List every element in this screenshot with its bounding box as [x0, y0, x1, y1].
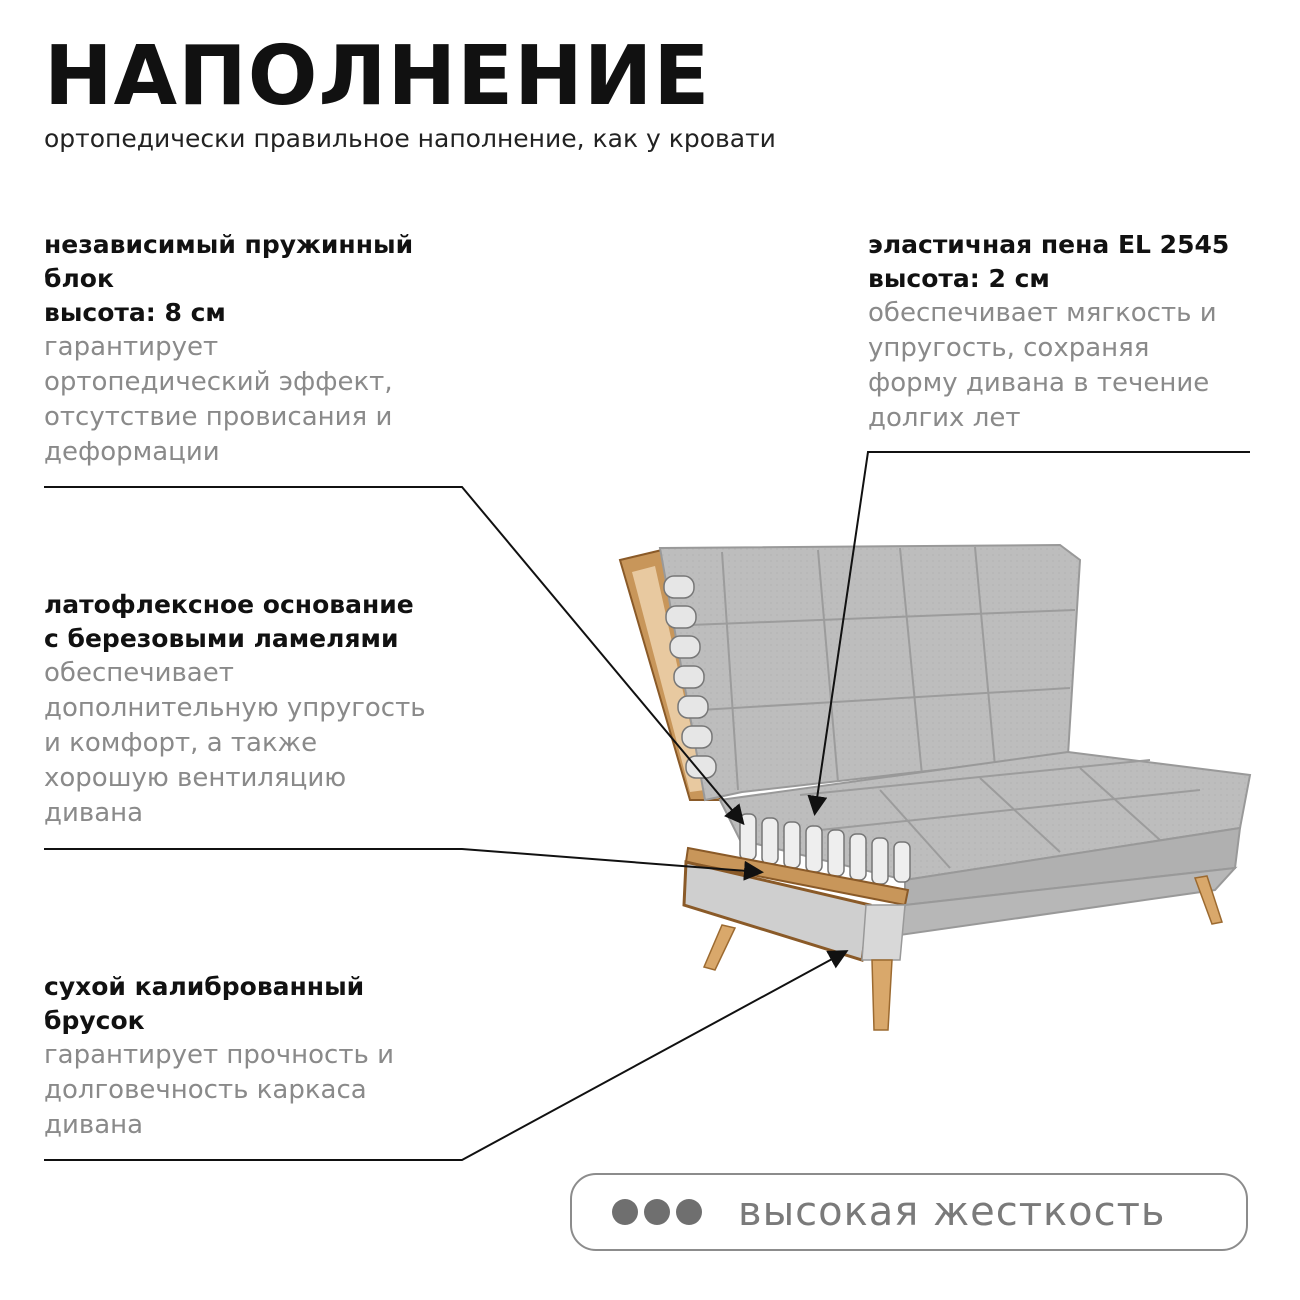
feature-desc-line: долгих лет	[868, 403, 1021, 433]
feature-head-line: брусок	[44, 1006, 145, 1035]
feature-desc-line: дивана	[44, 798, 144, 828]
feature-desc-line: ортопедический эффект,	[44, 367, 393, 397]
feature-desc-line: дивана	[44, 1110, 144, 1140]
feature-desc-line: обеспечивает	[44, 658, 234, 688]
feature-head-line: эластичная пена EL 2545	[868, 230, 1230, 259]
feature-head-line: с березовыми ламелями	[44, 624, 399, 653]
feature-desc-line: хорошую вентиляцию	[44, 763, 347, 793]
feature-head-line: независимый пружинный	[44, 230, 414, 259]
feature-head-line: высота: 2 см	[868, 264, 1050, 293]
stiffness-dots	[612, 1199, 702, 1225]
feature-desc-line: и комфорт, а также	[44, 728, 318, 758]
feature-desc-line: упругость, сохраняя	[868, 333, 1150, 363]
page-title: НАПОЛНЕНИЕ	[44, 29, 711, 124]
feature-desc-line: дополнительную упругость	[44, 693, 426, 723]
stiffness-dot	[612, 1199, 638, 1225]
feature-head-line: латофлексное основание	[44, 590, 414, 619]
stiffness-dot	[676, 1199, 702, 1225]
feature-desc-line: долговечность каркаса	[44, 1075, 367, 1105]
feature-head-line: высота: 8 см	[44, 298, 226, 327]
stiffness-badge	[570, 1173, 1248, 1251]
feature-desc-line: гарантирует прочность и	[44, 1040, 394, 1070]
stiffness-dot	[644, 1199, 670, 1225]
stiffness-label: высокая жесткость	[738, 1189, 1166, 1235]
feature-desc-line: отсутствие провисания и	[44, 402, 393, 432]
feature-desc-line: деформации	[44, 437, 220, 467]
feature-head-line: сухой калиброванный	[44, 972, 365, 1001]
feature-desc-line: форму дивана в течение	[868, 368, 1210, 398]
page-subtitle: ортопедически правильное наполнение, как у кровати	[44, 124, 776, 153]
feature-desc-line: гарантирует	[44, 332, 219, 362]
feature-head-line: блок	[44, 264, 114, 293]
feature-desc-line: обеспечивает мягкость и	[868, 298, 1217, 328]
